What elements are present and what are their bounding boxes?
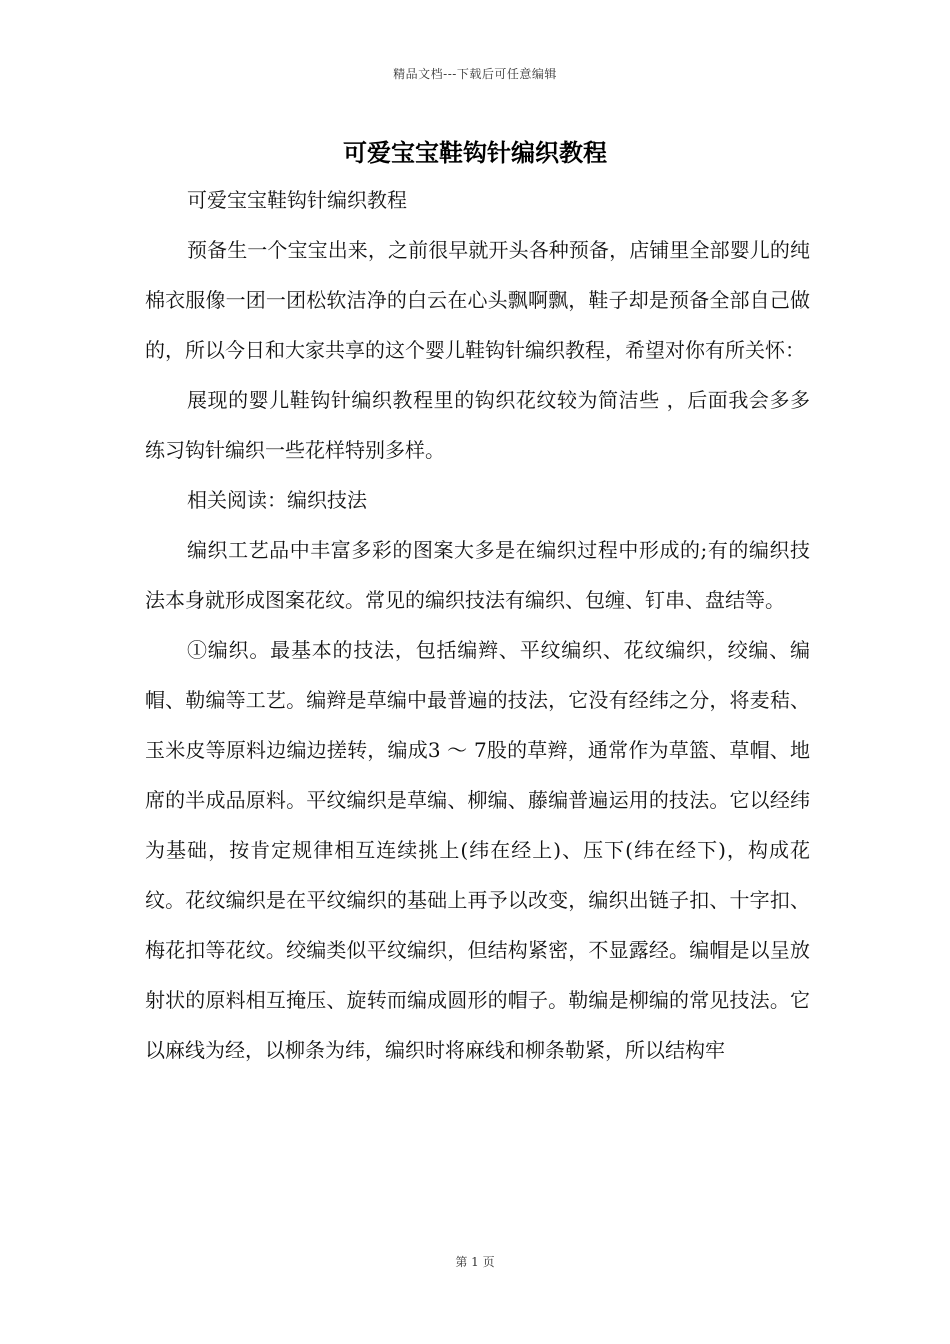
paragraph-pattern-note: 展现的婴儿鞋钩针编织教程里的钩织花纹较为简洁些 ，后面我会多多练习钩针编织一些花样特别多样。 (145, 388, 810, 462)
paragraph-intro: 预备生一个宝宝出来，之前很早就开头各种预备，店铺里全部婴儿的纯棉衣服像一团一团松软洁净的白云在心头飘啊飘，鞋子却是预备全部自己做的，所以今日和大家共享的这个婴儿鞋钩针编织教程，希望对你有所关怀： (145, 238, 810, 362)
paragraph-techniques-overview: 编织工艺品中丰富多彩的图案大多是在编织过程中形成的;有的编织技法本身就形成图案花纹。常见的编织技法有编织、包缠、钉串、盘结等。 (145, 538, 810, 612)
document-body (145, 175, 810, 1075)
page-header: 精品文档---下载后可任意编辑 (393, 67, 557, 81)
paragraph-subtitle: 可爱宝宝鞋钩针编织教程 (187, 188, 407, 212)
page-number: 第 1 页 (455, 1255, 495, 1269)
paragraph-related-reading: 相关阅读：编织技法 (187, 488, 367, 512)
document-title: 可爱宝宝鞋钩针编织教程 (343, 138, 607, 167)
paragraph-weaving-technique: ①编织。最基本的技法，包括编辫、平纹编织、花纹编织，绞编、编帽、勒编等工艺。编辫是草编中最普遍的技法，它没有经纬之分，将麦秸、玉米皮等原料边编边搓转，编成3 ～ 7股的草辫，通常作为草篮、草帽、地席的半成品原料。平纹编织是草编、柳编、藤编普遍运用的技法。它以经纬为基础，按肯定规律相互连续挑上(纬在经上)、压下(纬在经下)，构成花纹。花纹编织是在平纹编织的基础上再予以改变，编织出链子扣、十字扣、梅花扣等花纹。绞编类似平纹编织，但结构紧密，不显露经。编帽是以呈放射状的原料相互掩压、旋转而编成圆形的帽子。勒编是柳编的常见技法。它以麻线为经，以柳条为纬，编织时将麻线和柳条勒紧，所以结构牢 (145, 638, 810, 1062)
